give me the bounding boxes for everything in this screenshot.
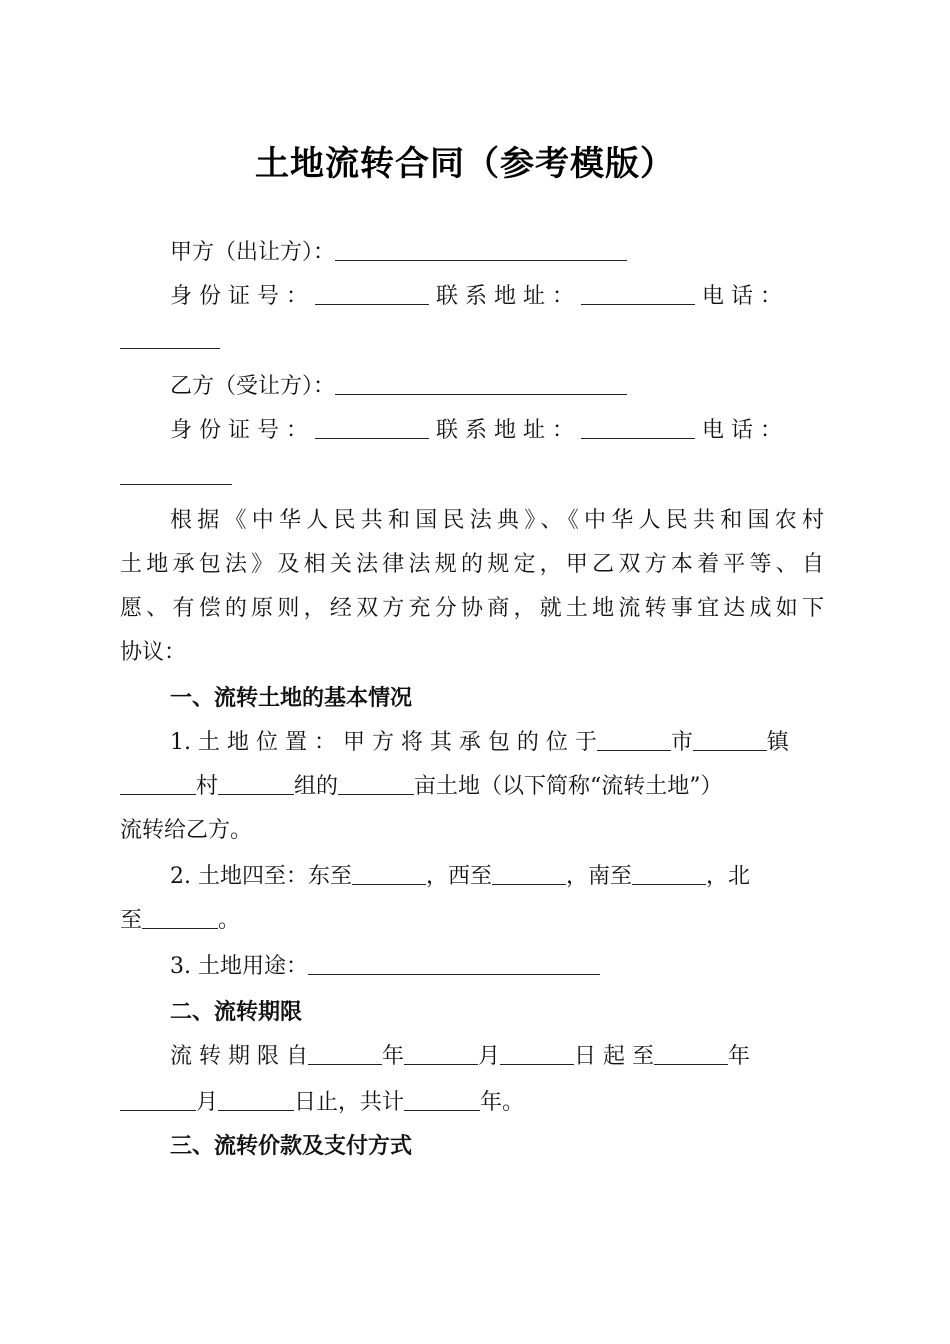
end-month-blank[interactable] bbox=[120, 1088, 196, 1111]
start-month-label: 月 bbox=[478, 1044, 501, 1069]
north-label: ，北 bbox=[706, 864, 751, 889]
preamble-line-2: 土地承包法》及相关法律法规的规定，甲乙双方本着平等、自 bbox=[120, 552, 824, 577]
party-b-id-label: 身 份 证 号 ： bbox=[170, 418, 308, 443]
start-day-label: 日 起 至 bbox=[574, 1044, 655, 1069]
north-blank[interactable] bbox=[142, 906, 218, 929]
city-blank[interactable] bbox=[597, 728, 671, 751]
party-a-line bbox=[170, 238, 627, 268]
west-label: ，西至 bbox=[425, 864, 492, 889]
party-b-line bbox=[170, 372, 627, 402]
party-b-address-label: 联 系 地 址 ： bbox=[435, 418, 574, 443]
party-a-id-blank[interactable] bbox=[315, 282, 429, 305]
item-2-end: 。 bbox=[218, 908, 241, 933]
party-b-address-blank[interactable] bbox=[581, 416, 695, 439]
total-years-label: 年。 bbox=[480, 1090, 525, 1115]
party-b-phone-line bbox=[120, 462, 232, 492]
start-month-blank[interactable] bbox=[404, 1042, 478, 1065]
land-use-label: 3. 土地用途： bbox=[170, 954, 308, 979]
party-a-id-label: 身 份 证 号 ： bbox=[170, 284, 308, 309]
party-a-id-line bbox=[170, 282, 782, 312]
end-day-label: 日止，共计 bbox=[294, 1090, 405, 1115]
item-3-line bbox=[170, 952, 600, 982]
south-blank[interactable] bbox=[632, 862, 706, 885]
preamble-line-3: 愿、有偿的原则，经双方充分协商，就土地流转事宜达成如下 bbox=[120, 596, 824, 621]
document-title: 土地流转合同（参考模版） bbox=[255, 144, 675, 184]
party-b-name-blank[interactable] bbox=[335, 372, 627, 395]
party-a-phone-line bbox=[120, 326, 220, 356]
party-a-phone-blank[interactable] bbox=[120, 326, 220, 349]
start-year-blank[interactable] bbox=[308, 1042, 382, 1065]
party-b-phone-blank[interactable] bbox=[120, 462, 232, 485]
term-line-2 bbox=[120, 1088, 524, 1118]
area-label: 亩土地（以下简称“流转土地”） bbox=[414, 774, 723, 799]
party-a-address-blank[interactable] bbox=[581, 282, 695, 305]
party-a-name-blank[interactable] bbox=[335, 238, 627, 261]
town-blank[interactable] bbox=[693, 728, 767, 751]
item-1-line-2 bbox=[120, 772, 723, 802]
start-year-label: 年 bbox=[381, 1044, 404, 1069]
west-blank[interactable] bbox=[492, 862, 566, 885]
end-year-label: 年 bbox=[728, 1044, 751, 1069]
group-label: 组的 bbox=[294, 774, 339, 799]
south-label: ，南至 bbox=[566, 864, 633, 889]
section-2-heading: 二、流转期限 bbox=[170, 1000, 303, 1025]
area-blank[interactable] bbox=[338, 772, 414, 795]
town-label: 镇 bbox=[766, 730, 789, 755]
party-a-label: 甲方（出让方）： bbox=[170, 240, 336, 265]
item-2-line-1 bbox=[170, 862, 750, 892]
group-blank[interactable] bbox=[218, 772, 294, 795]
party-a-phone-label: 电 话 ： bbox=[701, 284, 782, 309]
end-day-blank[interactable] bbox=[218, 1088, 294, 1111]
east-blank[interactable] bbox=[352, 862, 426, 885]
party-a-address-label: 联 系 地 址 ： bbox=[435, 284, 574, 309]
item-2-line-2 bbox=[120, 906, 240, 936]
party-b-id-line bbox=[170, 416, 782, 446]
term-start-label: 流 转 期 限 自 bbox=[170, 1044, 308, 1069]
party-b-label: 乙方（受让方）： bbox=[170, 374, 336, 399]
land-use-blank[interactable] bbox=[308, 952, 600, 975]
end-month-label: 月 bbox=[196, 1090, 219, 1115]
item-1-line-1 bbox=[170, 728, 789, 758]
city-label: 市 bbox=[670, 730, 693, 755]
preamble-line-1: 根据《中华人民共和国民法典》、《中华人民共和国农村 bbox=[170, 508, 824, 533]
preamble-line-4: 协议： bbox=[120, 640, 187, 665]
east-label: 2. 土地四至：东至 bbox=[170, 864, 352, 889]
party-b-phone-label: 电 话 ： bbox=[701, 418, 782, 443]
start-day-blank[interactable] bbox=[500, 1042, 574, 1065]
party-b-id-blank[interactable] bbox=[315, 416, 429, 439]
total-years-blank[interactable] bbox=[404, 1088, 480, 1111]
village-blank[interactable] bbox=[120, 772, 196, 795]
section-3-heading: 三、流转价款及支付方式 bbox=[170, 1134, 413, 1159]
term-line-1 bbox=[170, 1042, 750, 1072]
end-year-blank[interactable] bbox=[654, 1042, 728, 1065]
item-1-location-label: 1. 土 地 位 置 ： 甲 方 将 其 承 包 的 位 于 bbox=[170, 730, 597, 755]
section-1-heading: 一、流转土地的基本情况 bbox=[170, 686, 413, 711]
north-label-cont: 至 bbox=[120, 908, 143, 933]
village-label: 村 bbox=[196, 774, 219, 799]
item-1-line-3: 流转给乙方。 bbox=[120, 818, 253, 843]
